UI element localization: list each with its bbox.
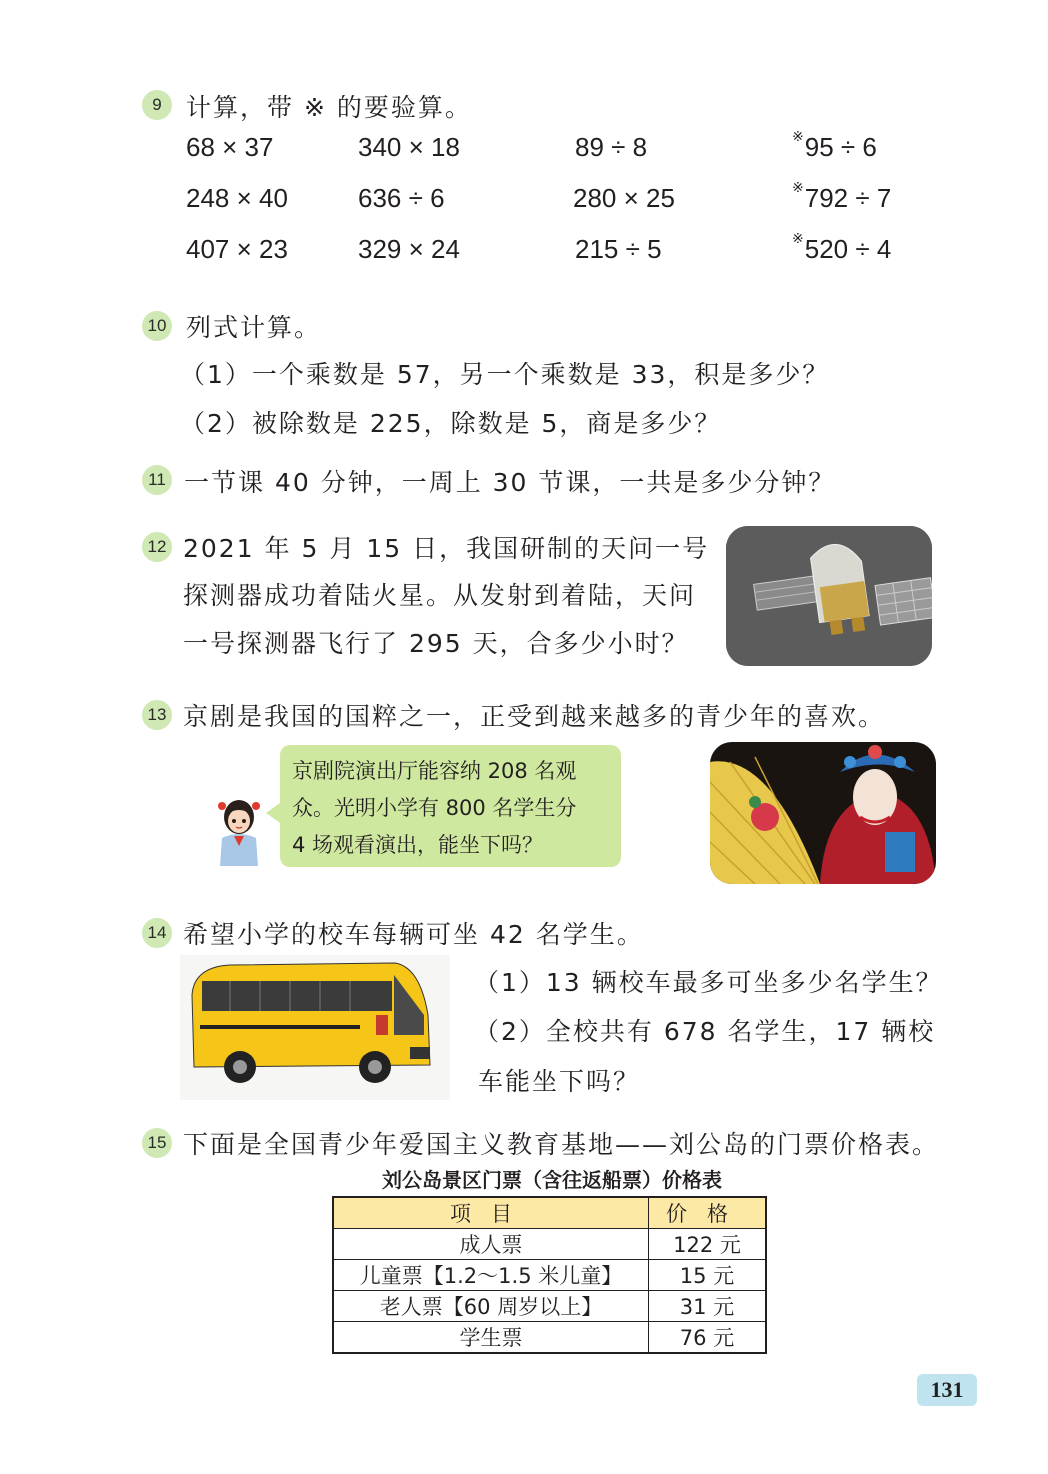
bubble-line-1: 京剧院演出厅能容纳 208 名观 [292, 759, 577, 783]
bubble-line-3: 4 场观看演出，能坐下吗？ [292, 833, 544, 857]
q9-expr-r1c4 [792, 128, 877, 163]
school-bus-image [180, 955, 450, 1100]
q9-expr-r1c3: 89 ÷ 8 [575, 132, 648, 162]
ticket-price: 76 元 [649, 1322, 767, 1354]
q9-expr-r2c4 [792, 179, 892, 214]
table-row [333, 1322, 766, 1354]
speech-bubble [280, 745, 621, 867]
q12-line3: 一号探测器飞行了 295 天，合多少小时？ [183, 629, 689, 658]
q9-expr-r3c3: 215 ÷ 5 [575, 234, 662, 264]
check-mark-3: ※ [792, 230, 804, 246]
q12-line2: 探测器成功着陆火星。从发射到着陆，天问 [183, 581, 697, 610]
question-number-9 [142, 90, 172, 120]
q14-text: 希望小学的校车每辆可坐 42 名学生。 [183, 920, 644, 949]
q9-expr-r3c1: 407 × 23 [186, 234, 288, 264]
q10-part2: （2）被除数是 225，除数是 5，商是多少？ [180, 409, 722, 438]
ticket-price: 15 元 [649, 1260, 767, 1291]
q9-expr-r2c3: 280 × 25 [573, 183, 675, 213]
page-number: 131 [917, 1374, 977, 1406]
q9-expr-r2c4-text: 792 ÷ 7 [804, 183, 892, 213]
question-number-12 [142, 532, 172, 562]
ticket-type: 学生票 [333, 1322, 649, 1354]
check-mark-2: ※ [792, 179, 804, 195]
check-mark-1: ※ [792, 128, 804, 144]
q15-num-text: 15 [147, 1133, 167, 1152]
q12-line1: 2021 年 5 月 15 日，我国研制的天问一号 [183, 534, 710, 563]
table-row [333, 1260, 766, 1291]
q13-num-text: 13 [147, 705, 167, 724]
question-number-10 [142, 311, 172, 341]
q9-expr-r3c4-text: 520 ÷ 4 [804, 234, 892, 264]
student-girl-illustration [212, 792, 266, 866]
q9-expr-r2c1: 248 × 40 [186, 183, 288, 213]
question-number-15 [142, 1128, 172, 1158]
q14-part2-line2: 车能坐下吗？ [478, 1067, 641, 1096]
ticket-type: 儿童票【1.2～1.5 米儿童】 [333, 1260, 649, 1291]
q12-num-text: 12 [147, 537, 167, 556]
q9-expr-r3c2: 329 × 24 [358, 234, 460, 264]
question-number-13 [142, 700, 172, 730]
tianwen-probe-image [726, 526, 932, 666]
table-row [333, 1291, 766, 1322]
price-table-title: 刘公岛景区门票（含往返船票）价格表 [382, 1168, 722, 1192]
table-row [333, 1229, 766, 1260]
q10-title: 列式计算。 [186, 313, 322, 342]
q10-part1: （1）一个乘数是 57，另一个乘数是 33，积是多少？ [180, 360, 830, 389]
q9-expr-r1c4-text: 95 ÷ 6 [804, 132, 877, 162]
ticket-price: 122 元 [649, 1229, 767, 1260]
ticket-type: 老人票【60 周岁以上】 [333, 1291, 649, 1322]
ticket-type: 成人票 [333, 1229, 649, 1260]
bubble-line-2: 众。光明小学有 800 名学生分 [292, 796, 577, 820]
price-table [332, 1196, 767, 1354]
header-price: 价格 [649, 1197, 767, 1229]
q11-num-text: 11 [148, 470, 166, 489]
q14-part1: （1）13 辆校车最多可坐多少名学生？ [474, 968, 943, 997]
peking-opera-image [710, 742, 936, 884]
question-number-11 [142, 465, 172, 495]
question-number-14 [142, 918, 172, 948]
q9-num-text: 9 [152, 95, 162, 114]
q11-text: 一节课 40 分钟，一周上 30 节课，一共是多少分钟？ [184, 468, 836, 497]
q13-text: 京剧是我国的国粹之一，正受到越来越多的青少年的喜欢。 [183, 702, 886, 731]
q9-expr-r1c1: 68 × 37 [186, 132, 274, 162]
q9-expr-r3c4 [792, 230, 892, 265]
q15-text: 下面是全国青少年爱国主义教育基地——刘公岛的门票价格表。 [183, 1130, 940, 1159]
q9-expr-r2c2: 636 ÷ 6 [358, 183, 445, 213]
q14-part2-line1: （2）全校共有 678 名学生，17 辆校 [474, 1017, 936, 1046]
q10-num-text: 10 [147, 316, 167, 335]
q9-title: 计算，带 ※ 的要验算。 [186, 93, 472, 122]
header-item: 项目 [333, 1197, 649, 1229]
q9-expr-r1c2: 340 × 18 [358, 132, 460, 162]
ticket-price: 31 元 [649, 1291, 767, 1322]
table-header-row [333, 1197, 766, 1229]
q14-num-text: 14 [147, 923, 167, 942]
